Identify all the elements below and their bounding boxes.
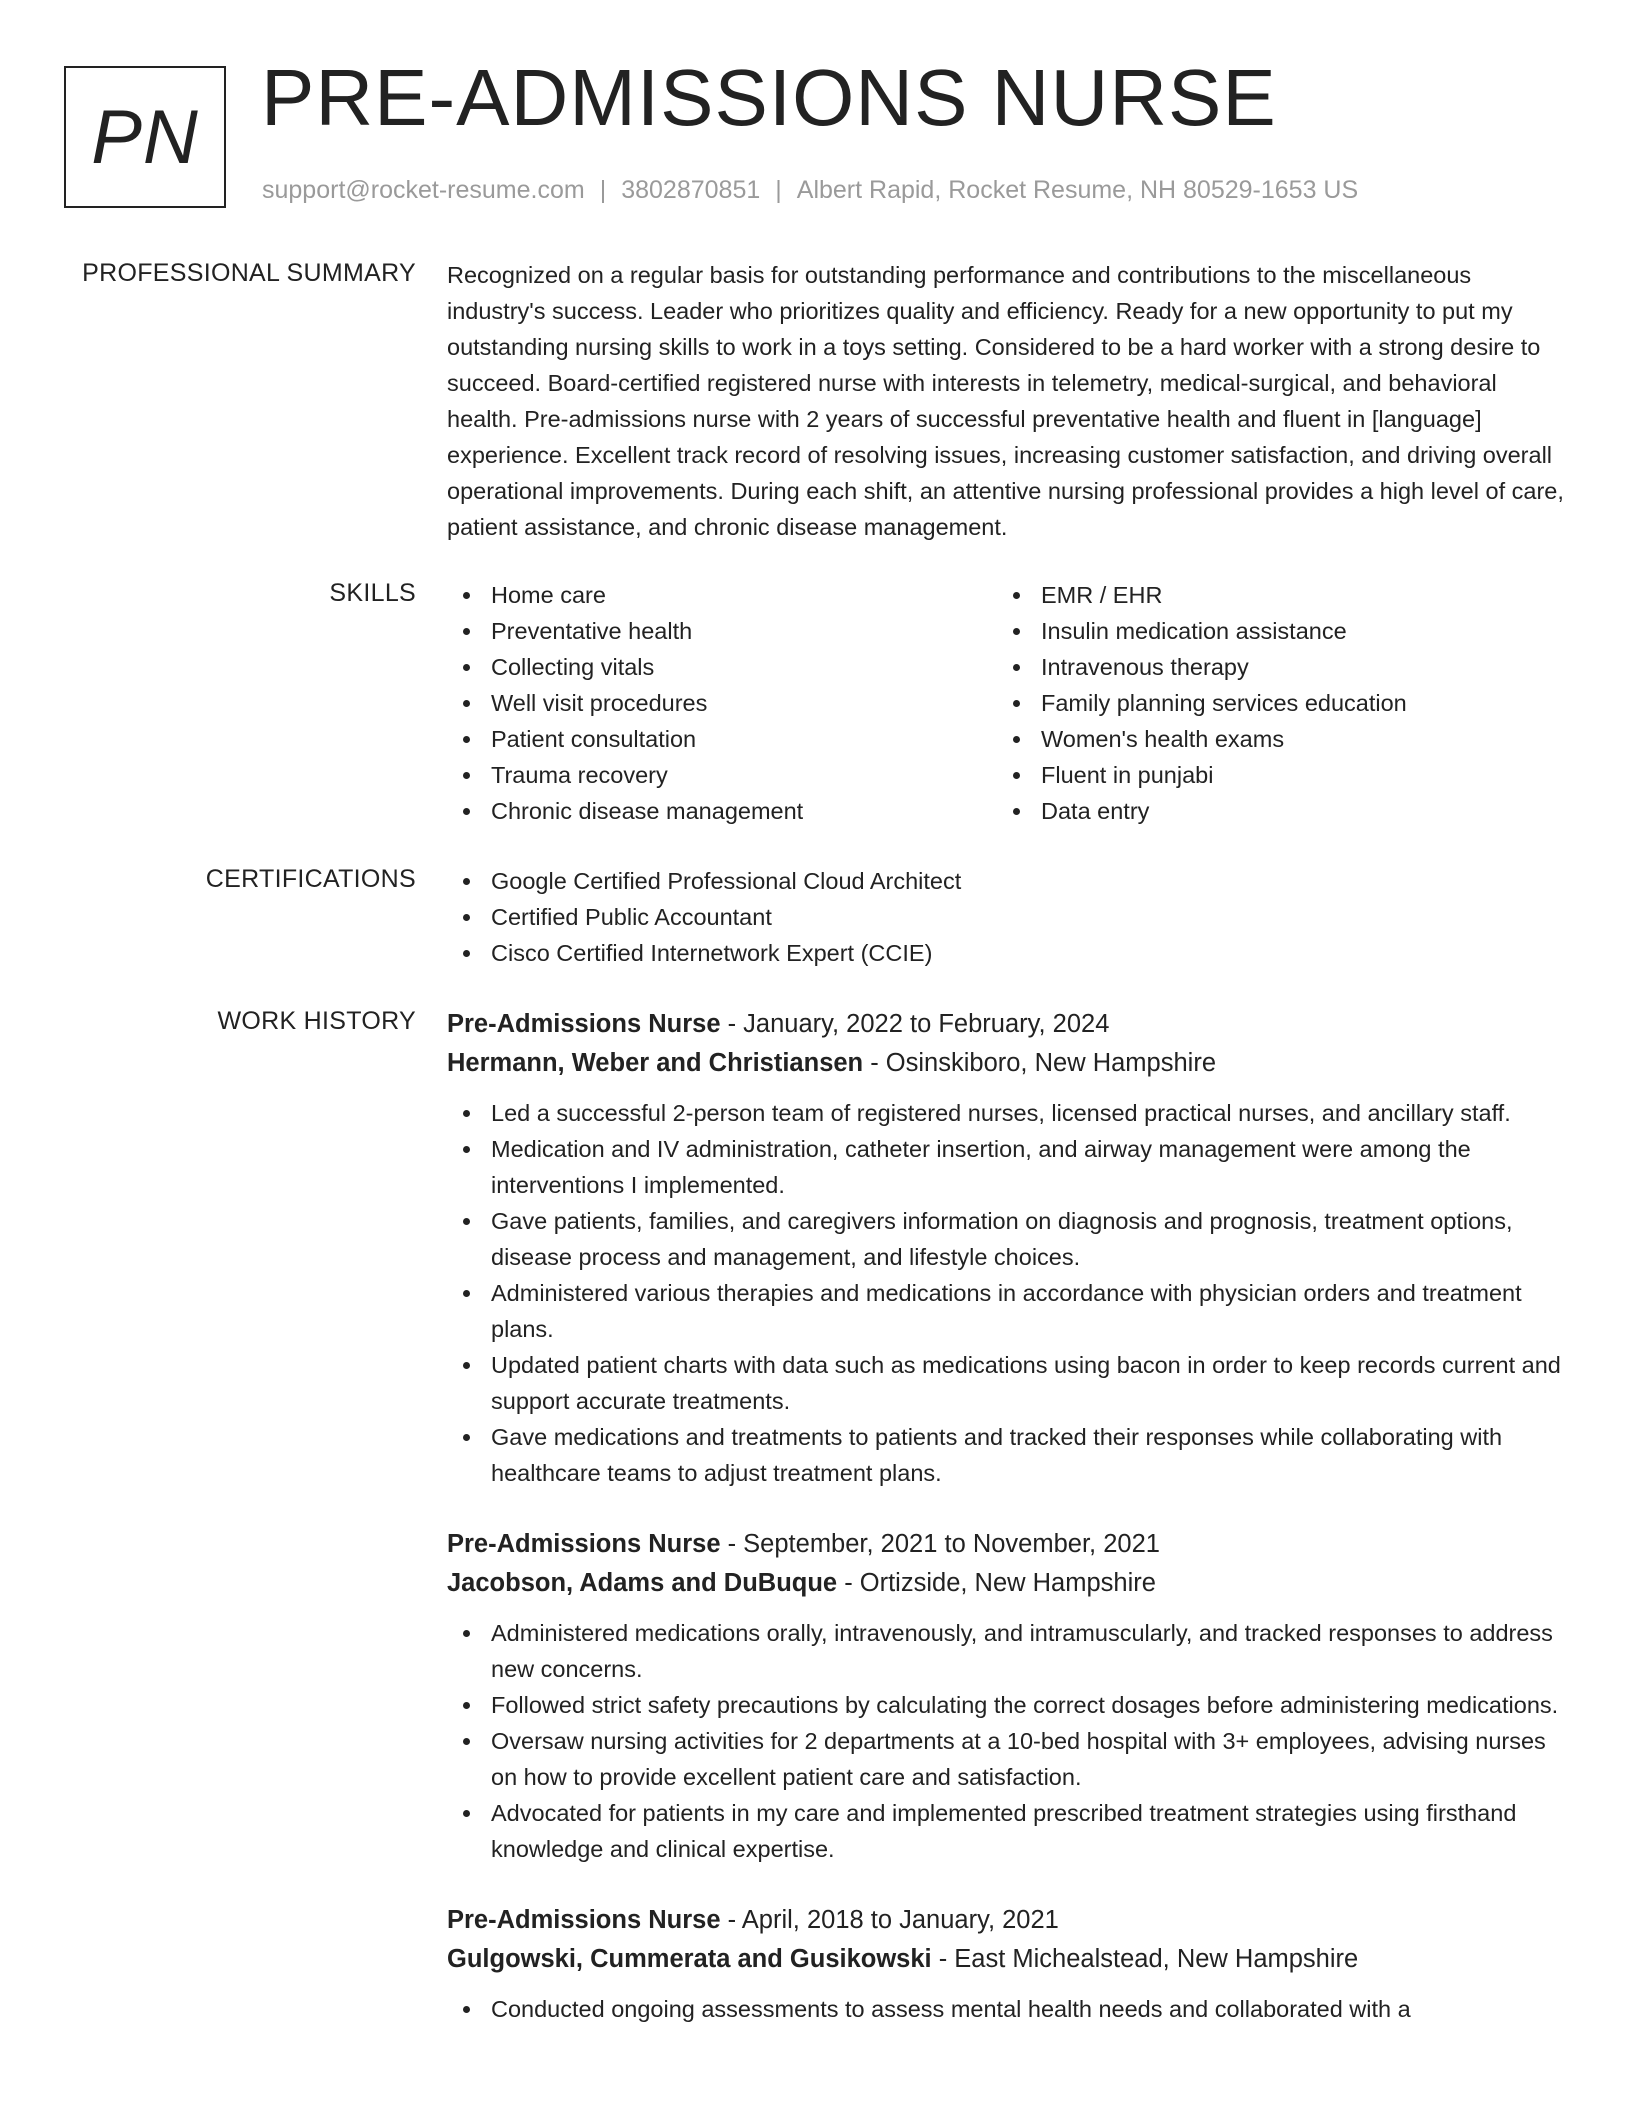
certification-item: Certified Public Accountant <box>447 899 1567 935</box>
job-company-line <box>447 1940 1567 1979</box>
job-bullet: Advocated for patients in my care and implemented prescribed treatment strategies using firsthand knowledge and clinical expertise. <box>447 1795 1567 1867</box>
monogram-initials: PN <box>91 94 199 180</box>
skills-list-right <box>997 577 1547 829</box>
job-bullet: Gave patients, families, and caregivers information on diagnosis and prognosis, treatment options, disease process and management, and lifestyle choices. <box>447 1203 1567 1275</box>
job-bullet: Administered medications orally, intravenously, and intramuscularly, and tracked responses to address new concerns. <box>447 1615 1567 1687</box>
skill-item: Family planning services education <box>997 685 1547 721</box>
certification-item: Cisco Certified Internetwork Expert (CCIE) <box>447 935 1567 971</box>
job-title: Pre-Admissions Nurse <box>447 1906 721 1934</box>
work-history-heading: WORK HISTORY <box>217 1007 416 1035</box>
job-dates: - April, 2018 to January, 2021 <box>720 1906 1059 1934</box>
skill-item: Patient consultation <box>447 721 997 757</box>
skill-item: Home care <box>447 577 997 613</box>
contact-email[interactable]: support@rocket-resume.com <box>262 176 585 204</box>
job-entry <box>447 1901 1567 2027</box>
summary-section <box>447 257 1567 545</box>
job-bullet: Followed strict safety precautions by calculating the correct dosages before administering medications. <box>447 1687 1567 1723</box>
skills-heading: SKILLS <box>329 579 416 607</box>
job-title: Pre-Admissions Nurse <box>447 1010 721 1038</box>
job-bullet: Medication and IV administration, catheter insertion, and airway management were among the interventions I implemented. <box>447 1131 1567 1203</box>
job-title-line <box>447 1525 1567 1564</box>
job-bullets <box>447 1615 1567 1867</box>
skill-item: Women's health exams <box>997 721 1547 757</box>
skills-list-left <box>447 577 997 829</box>
skill-item: Well visit procedures <box>447 685 997 721</box>
skills-section <box>447 577 1567 829</box>
job-bullet: Led a successful 2-person team of registered nurses, licensed practical nurses, and ancillary staff. <box>447 1095 1567 1131</box>
skill-item: Insulin medication assistance <box>997 613 1547 649</box>
certifications-heading: CERTIFICATIONS <box>205 865 416 893</box>
contact-separator: | <box>599 176 607 204</box>
contact-separator: | <box>775 176 782 204</box>
skill-item: Collecting vitals <box>447 649 997 685</box>
skills-grid <box>447 577 1567 829</box>
job-bullets <box>447 1991 1567 2027</box>
job-location: - Ortizside, New Hampshire <box>837 1569 1156 1597</box>
job-bullet: Gave medications and treatments to patients and tracked their responses while collaborating with healthcare teams to adjust treatment plans. <box>447 1419 1567 1491</box>
job-bullet: Updated patient charts with data such as medications using bacon in order to keep records current and support accurate treatments. <box>447 1347 1567 1419</box>
summary-heading: PROFESSIONAL SUMMARY <box>82 259 416 287</box>
contact-address: Albert Rapid, Rocket Resume, NH 80529-1653 US <box>796 176 1359 204</box>
job-company: Gulgowski, Cummerata and Gusikowski <box>447 1945 932 1973</box>
job-bullet: Conducted ongoing assessments to assess mental health needs and collaborated with a <box>447 1991 1567 2027</box>
skill-item: EMR / EHR <box>997 577 1547 613</box>
job-location: - East Michealstead, New Hampshire <box>931 1945 1359 1973</box>
skill-item: Chronic disease management <box>447 793 997 829</box>
skill-item: Trauma recovery <box>447 757 997 793</box>
resume-title: PRE-ADMISSIONS NURSE <box>261 53 1277 142</box>
job-title-line <box>447 1901 1567 1940</box>
work-history-section <box>447 1005 1567 2061</box>
skill-item: Intravenous therapy <box>997 649 1547 685</box>
monogram-badge <box>64 66 226 208</box>
skill-item: Preventative health <box>447 613 997 649</box>
job-entry <box>447 1525 1567 1867</box>
skill-item: Fluent in punjabi <box>997 757 1547 793</box>
job-bullet: Oversaw nursing activities for 2 departments at a 10-bed hospital with 3+ employees, advising nurses on how to provide excellent patient care and satisfaction. <box>447 1723 1567 1795</box>
job-title: Pre-Admissions Nurse <box>447 1530 721 1558</box>
summary-text: Recognized on a regular basis for outstanding performance and contributions to the miscellaneous industry's success. Leader who prioritizes quality and efficiency. Ready for a new opportunity to put my outstanding nursing skills to work in a toys setting. Considered to be a hard worker with a strong desire to succeed. Board-certified registered nurse with interests in telemetry, medical-surgical, and behavioral health. Pre-admissions nurse with 2 years of successful preventative health and fluent in [language] experience. Excellent track record of resolving issues, increasing customer satisfaction, and driving overall operational improvements. During each shift, an attentive nursing professional provides a high level of care, patient assistance, and chronic disease management. <box>447 262 1564 540</box>
job-bullet: Administered various therapies and medications in accordance with physician orders and treatment plans. <box>447 1275 1567 1347</box>
skill-item: Data entry <box>997 793 1547 829</box>
job-company: Hermann, Weber and Christiansen <box>447 1049 864 1077</box>
certifications-list <box>447 863 1567 971</box>
job-title-line <box>447 1005 1567 1044</box>
job-location: - Osinskiboro, New Hampshire <box>863 1049 1216 1077</box>
job-company-line <box>447 1044 1567 1083</box>
contact-line <box>262 176 1358 205</box>
job-dates: - January, 2022 to February, 2024 <box>720 1010 1110 1038</box>
contact-phone[interactable]: 3802870851 <box>621 176 761 204</box>
certifications-section <box>447 863 1567 971</box>
job-entry <box>447 1005 1567 1491</box>
certification-item: Google Certified Professional Cloud Architect <box>447 863 1567 899</box>
job-dates: - September, 2021 to November, 2021 <box>720 1530 1160 1558</box>
job-company-line <box>447 1564 1567 1603</box>
job-company: Jacobson, Adams and DuBuque <box>447 1569 838 1597</box>
job-bullets <box>447 1095 1567 1491</box>
